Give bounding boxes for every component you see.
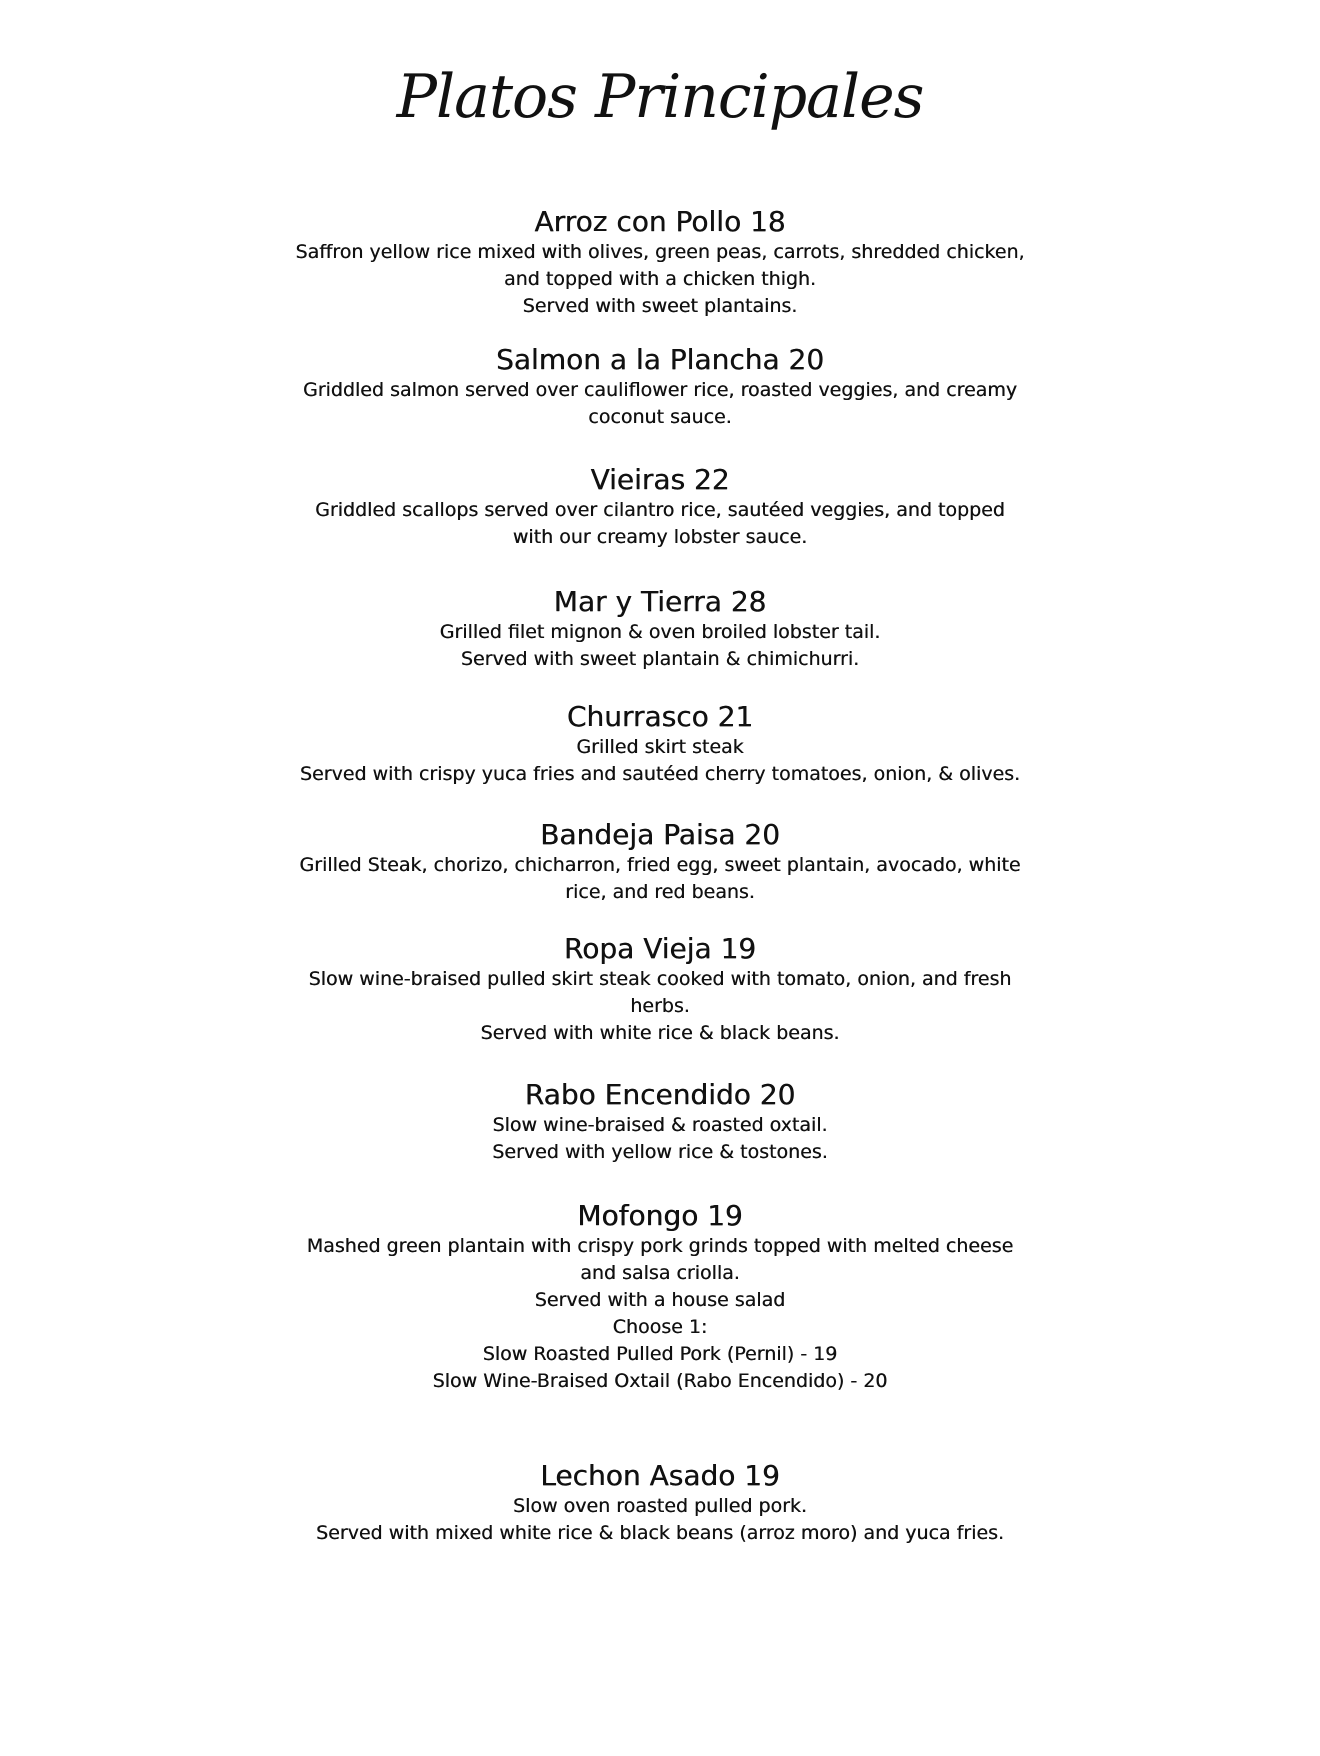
menu-item-vieiras — [230, 463, 1090, 551]
menu-item-title: Ropa Vieja 19 — [563, 932, 757, 965]
menu-item-description-line: Served with crispy yuca fries and sautéed cherry tomatoes, onion, & olives. — [299, 763, 1021, 785]
menu-item-rabo-encendido — [230, 1078, 1090, 1166]
menu-item-description-line: Slow Wine-Braised Oxtail (Rabo Encendido) - 20 — [432, 1370, 888, 1392]
menu-item-mofongo — [230, 1199, 1090, 1395]
menu-item-description-line: Slow wine-braised pulled skirt steak cooked with tomato, onion, and fresh — [308, 968, 1012, 990]
menu-item-description-line: Grilled filet mignon & oven broiled lobster tail. — [439, 621, 881, 643]
menu-item-ropa-vieja — [230, 932, 1090, 1047]
menu-item-description-line: Served with sweet plantain & chimichurri. — [460, 648, 860, 670]
menu-item-mar-y-tierra — [230, 585, 1090, 673]
menu-item-description-line: rice, and red beans. — [565, 881, 755, 903]
menu-item-description-line: Griddled scallops served over cilantro rice, sautéed veggies, and topped — [315, 499, 1005, 521]
menu-item-title: Mofongo 19 — [577, 1199, 743, 1232]
menu-item-title: Vieiras 22 — [590, 463, 730, 496]
menu-item-description-line: Served with yellow rice & tostones. — [492, 1141, 828, 1163]
menu-item-description-line: Served with a house salad — [534, 1289, 786, 1311]
menu-item-title: Salmon a la Plancha 20 — [495, 343, 825, 376]
menu-item-description-line: and salsa criolla. — [580, 1262, 740, 1284]
menu-item-description-line: Griddled salmon served over cauliflower rice, roasted veggies, and creamy — [302, 379, 1018, 401]
menu-item-description-line: herbs. — [630, 995, 690, 1017]
menu-item-description-line: Grilled skirt steak — [576, 736, 744, 758]
menu-item-salmon-a-la-plancha — [230, 343, 1090, 431]
menu-item-title: Churrasco 21 — [566, 700, 754, 733]
menu-item-title: Bandeja Paisa 20 — [540, 818, 780, 851]
menu-item-title: Mar y Tierra 28 — [553, 585, 767, 618]
menu-item-description-line: Slow oven roasted pulled pork. — [513, 1495, 807, 1517]
menu-item-description-line: coconut sauce. — [588, 406, 732, 428]
menu-item-description-line: Served with mixed white rice & black beans (arroz moro) and yuca fries. — [316, 1522, 1004, 1544]
menu-item-description-line: Served with white rice & black beans. — [480, 1022, 840, 1044]
menu-item-description-line: Choose 1: — [612, 1316, 708, 1338]
menu-item-description-line: Mashed green plantain with crispy pork grinds topped with melted cheese — [306, 1235, 1014, 1257]
menu-item-description-line: Saffron yellow rice mixed with olives, green peas, carrots, shredded chicken, — [295, 241, 1025, 263]
menu-item-title: Arroz con Pollo 18 — [534, 205, 786, 238]
menu-item-bandeja-paisa — [230, 818, 1090, 906]
menu-item-title: Lechon Asado 19 — [540, 1459, 780, 1492]
menu-item-description-line: Grilled Steak, chorizo, chicharron, fried egg, sweet plantain, avocado, white — [299, 854, 1021, 876]
page-title: Platos Principales — [396, 62, 924, 132]
menu-item-churrasco — [230, 700, 1090, 788]
menu-item-description-line: Served with sweet plantains. — [522, 295, 798, 317]
menu-item-title: Rabo Encendido 20 — [524, 1078, 796, 1111]
menu-item-description-line: Slow wine-braised & roasted oxtail. — [492, 1114, 828, 1136]
menu-item-lechon-asado — [230, 1459, 1090, 1547]
menu-item-description-line: with our creamy lobster sauce. — [512, 526, 808, 548]
menu-item-description-line: and topped with a chicken thigh. — [503, 268, 817, 290]
menu-item-arroz-con-pollo — [230, 205, 1090, 320]
menu-item-description-line: Slow Roasted Pulled Pork (Pernil) - 19 — [482, 1343, 838, 1365]
